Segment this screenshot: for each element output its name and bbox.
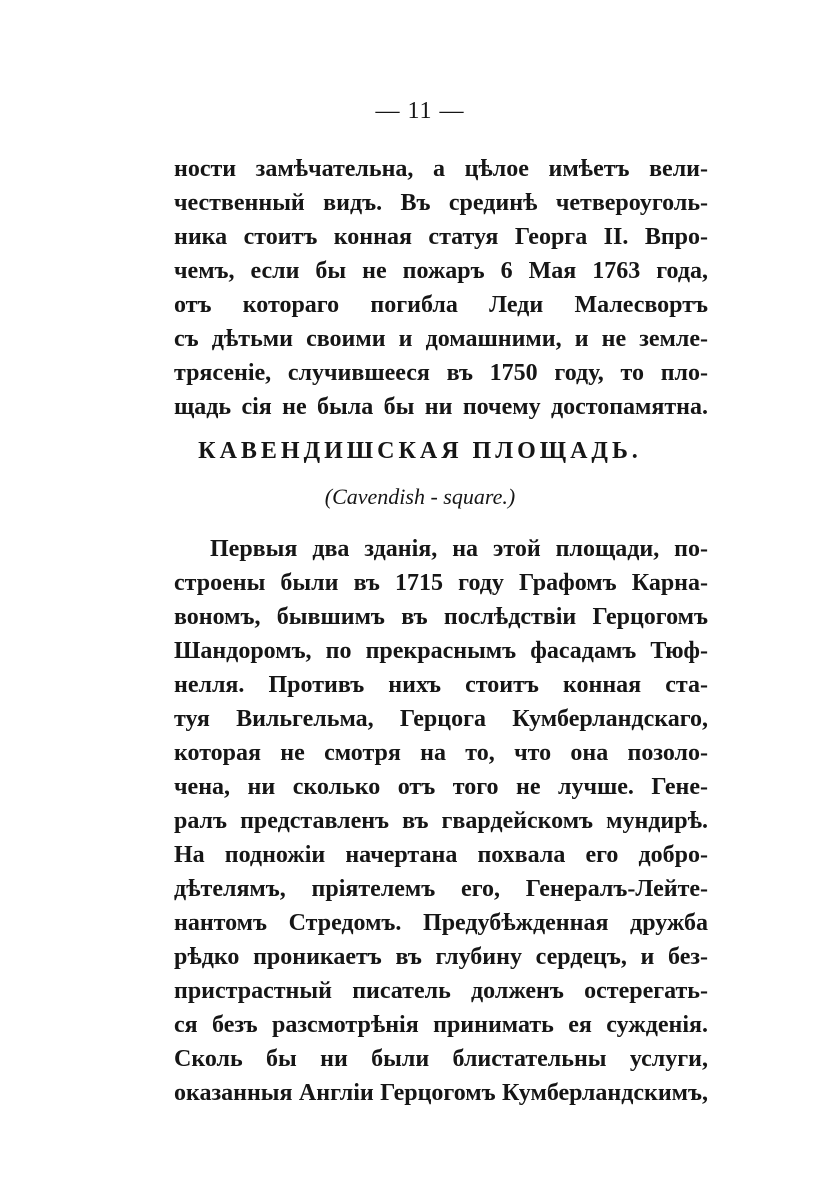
text-line: съ дѣтьми своими и домашними, и не земле- — [174, 326, 708, 352]
text-line: щадь сія не была бы ни почему достопамятна. — [174, 394, 708, 420]
text-line: пристрастный писатель долженъ остерегать- — [174, 978, 708, 1004]
text-line: отъ котораго погибла Леди Малесвортъ — [174, 292, 708, 318]
text-line: Шандоромъ, по прекраснымъ фасадамъ Тюф- — [174, 638, 708, 664]
text-line: нантомъ Стредомъ. Предубѣжденная дружба — [174, 910, 708, 936]
text-line: строены были въ 1715 году Графомъ Карна- — [174, 570, 708, 596]
text-line: чемъ, если бы не пожаръ 6 Мая 1763 года, — [174, 258, 708, 284]
text-line: На подножіи начертана похвала его добро- — [174, 842, 708, 868]
text-line: туя Вильгельма, Герцога Кумберландскаго, — [174, 706, 708, 732]
section-heading: КАВЕНДИШСКАЯ ПЛОЩАДЬ. — [198, 438, 642, 464]
text-line: оказанныя Англіи Герцогомъ Кумберландскимъ, — [174, 1080, 708, 1106]
text-line: рѣдко проникаетъ въ глубину сердецъ, и без- — [174, 944, 708, 970]
text-line: чественный видъ. Въ срединѣ четвероуголь- — [174, 190, 708, 216]
text-line: Сколь бы ни были блистательны услуги, — [174, 1046, 708, 1072]
text-line: ности замѣчательна, а цѣлое имѣетъ вели- — [174, 156, 708, 182]
top-paragraph — [174, 152, 708, 424]
page-number: — 11 — — [375, 98, 465, 124]
text-line: нелля. Противъ нихъ стоитъ конная ста- — [174, 672, 708, 698]
text-line: трясеніе, случившееся въ 1750 году, то пло- — [174, 360, 708, 386]
section-subtitle: (Cavendish - square.) — [324, 484, 516, 509]
text-line: чена, ни сколько отъ того не лучше. Гене- — [174, 774, 708, 800]
main-paragraph — [174, 532, 708, 1110]
text-line: Первыя два зданія, на этой площади, по- — [210, 536, 708, 562]
text-line: которая не смотря на то, что она позоло- — [174, 740, 708, 766]
text-line: дѣтелямъ, пріятелемъ его, Генералъ-Лейте- — [174, 876, 708, 902]
text-line: ралъ представленъ въ гвардейскомъ мундирѣ. — [174, 808, 708, 834]
text-line: вономъ, бывшимъ въ послѣдствіи Герцогомъ — [174, 604, 708, 630]
text-line: ся безъ разсмотрѣнія принимать ея сужденія. — [174, 1012, 708, 1038]
text-line: ника стоитъ конная статуя Георга II. Впро- — [174, 224, 708, 250]
